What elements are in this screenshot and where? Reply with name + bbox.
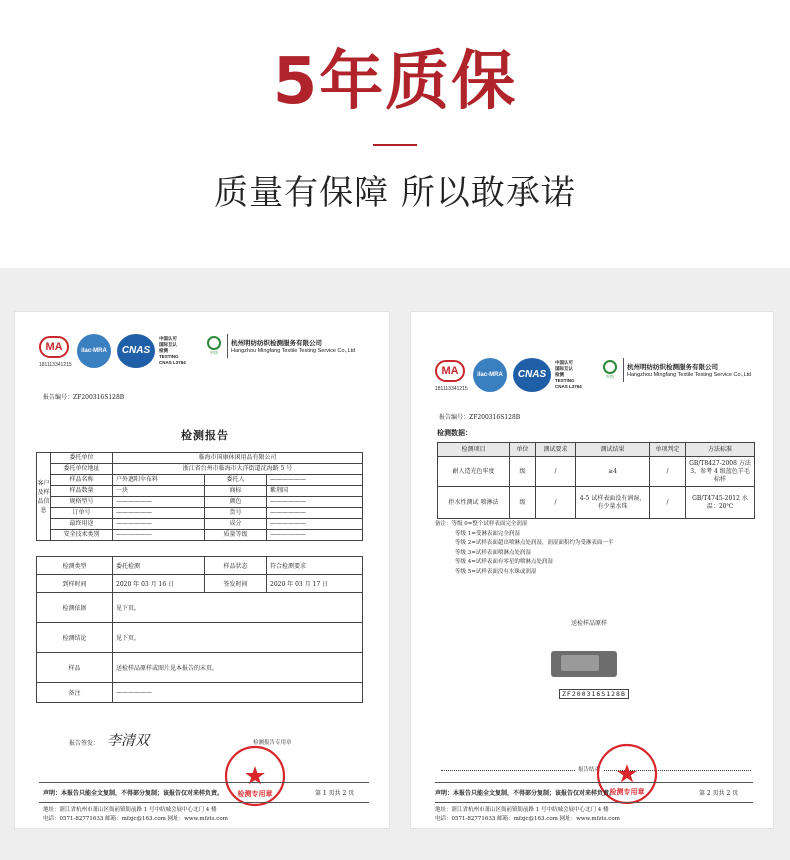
zf-logo: 中纺 <box>205 336 223 360</box>
promo-header <box>0 0 790 268</box>
ma-code: 181113341215 <box>39 362 72 368</box>
report-number: 报告编号：ZF200316S128B <box>43 394 125 401</box>
footer-rule-2 <box>435 802 753 803</box>
ilac-mra-logo: ilac-MRA <box>77 334 111 368</box>
lab-name-en: Hangzhou Mingfang Textile Testing Service Co.,Ltd <box>627 372 752 378</box>
lab-name-cn: 杭州明纺纺织检测服务有限公司 <box>231 340 322 347</box>
subline: 质量有保障 所以敢承诺 <box>214 173 576 213</box>
svg-text:检测专用章: 检测专用章 <box>609 788 645 796</box>
footer-rule <box>435 782 753 783</box>
accreditation-logos <box>435 358 765 400</box>
report-page-2 <box>410 311 774 829</box>
ilac-mra-logo: ilac-MRA <box>473 358 507 392</box>
official-stamp-icon <box>223 744 287 808</box>
lab-name-cn: 杭州明纺纺织检测服务有限公司 <box>627 364 718 371</box>
footer-address: 地址：浙江省杭州市萧山区衙前镇衙前路 1 号中纺城会展中心北门 4 楼 电话：0571-82771633 邮箱：mfzjc@163.com 网址：www.mfzts.com <box>435 807 620 822</box>
footer-rule-2 <box>39 802 369 803</box>
signature: 李清双 <box>107 733 149 749</box>
report-number: 报告编号：ZF200316S128B <box>439 414 521 421</box>
cnas-logo: CNAS <box>513 358 551 392</box>
report-page-1 <box>14 311 390 829</box>
sample-tag <box>561 655 599 671</box>
report-title: 检测报告 <box>181 429 229 442</box>
sample-caption: 送检样品原样 <box>571 620 608 627</box>
test-data-table: 检测项目 单位 测试要求 测试结果 单项判定 方法标准 耐人造光色牢度 级 / ≥4 / GB/T8427-2008 方法 3，参考 4 级蓝色羊毛标样 拒水性测试 喷淋法 级 / 4-5 试样表面没有润湿，有少量水珠 / GB/T4745-2012 水温：20℃ <box>437 442 755 519</box>
page-number: 第 2 页共 2 页 <box>699 790 739 797</box>
fabric-sample-photo <box>551 651 617 677</box>
svg-text:检测专用章: 检测专用章 <box>237 790 273 798</box>
footer-rule <box>39 782 369 783</box>
zf-mark-icon <box>207 336 221 350</box>
footer-declaration: 声明：本报告只能全文复制，不得部分复制；该报告仅对来样负责。 <box>435 790 616 797</box>
cnas-logo: CNAS <box>117 334 155 368</box>
client-group-label: 客户及样品信息 <box>37 453 51 541</box>
client-info-table: 客户及样品信息 委托单位 临海市国康休闲用品有限公司 委托单位地址 浙江省台州市临海市大洋街道沈海路 5 号 样品名称 户外遮阳伞布料 委托人 —————— 样品数量 一块 商标 紫荆国 规格型号 —————— 颜色 —————— 订单号 —————— 货号 —————— 最终用途 —————— 成分 —————— 安全技术类别 —————— 质量等级 —————— <box>36 452 363 541</box>
footer-address: 地址：浙江省杭州市萧山区衙前镇衙前路 1 号中纺城会展中心北门 4 楼 电话：0571-82771633 邮箱：mfzjc@163.com 网址：www.mfzts.com <box>43 807 228 822</box>
lab-name-en: Hangzhou Mingfang Textile Testing Service Co.,Ltd <box>231 348 356 354</box>
grade-notes: 备注：等级 0=整个试样表面完全润湿 等级 1=受淋表面完全润湿 等级 2=试样表面超出喷淋点处润湿，润湿面积约为受淋表面一半 等级 3=试样表面喷淋点处润湿 等级 4=试样表面有零星的喷淋点处润湿 等级 5=试样表面没有水珠或润湿 <box>435 521 614 575</box>
footer-declaration: 声明：本报告只能全文复制，不得部分复制；该报告仅对来样负责。 <box>43 790 224 797</box>
cnas-text: 中国认可 国际互认 检测 TESTING CNAS L3764 <box>555 360 582 389</box>
stamp-label: 检测报告专用章 <box>253 740 292 746</box>
headline: 5年质保 <box>272 45 518 119</box>
page-number: 第 1 页共 2 页 <box>315 790 355 797</box>
ma-code: 181113341215 <box>435 386 468 392</box>
zf-mark-icon <box>603 360 617 374</box>
divider <box>373 144 417 146</box>
sample-code-label: ZF200316S128B <box>559 689 629 699</box>
data-title: 检测数据： <box>437 428 472 437</box>
logo-separator <box>227 334 228 358</box>
cnas-text: 中国认可 国际互认 检测 TESTING CNAS L3764 <box>159 336 186 365</box>
ma-logo: MA <box>435 360 465 382</box>
ma-logo: MA <box>39 336 69 358</box>
detection-info-table: 检测类型 委托检测 样品状态 符合检测要求 到样时间 2020 年 03 月 16 日 签发时间 2020 年 03 月 17 日 检测依据 见下页。 检测结论 见下页。 样品 送检样品原样或图片见本报告的末页。 备注 —————— <box>36 556 363 703</box>
accreditation-logos <box>39 334 369 376</box>
signer-label: 报告签发： <box>69 740 100 747</box>
zf-logo: 中纺 <box>601 360 619 384</box>
end-label: 报告结束 <box>575 765 603 773</box>
logo-separator <box>623 358 624 382</box>
